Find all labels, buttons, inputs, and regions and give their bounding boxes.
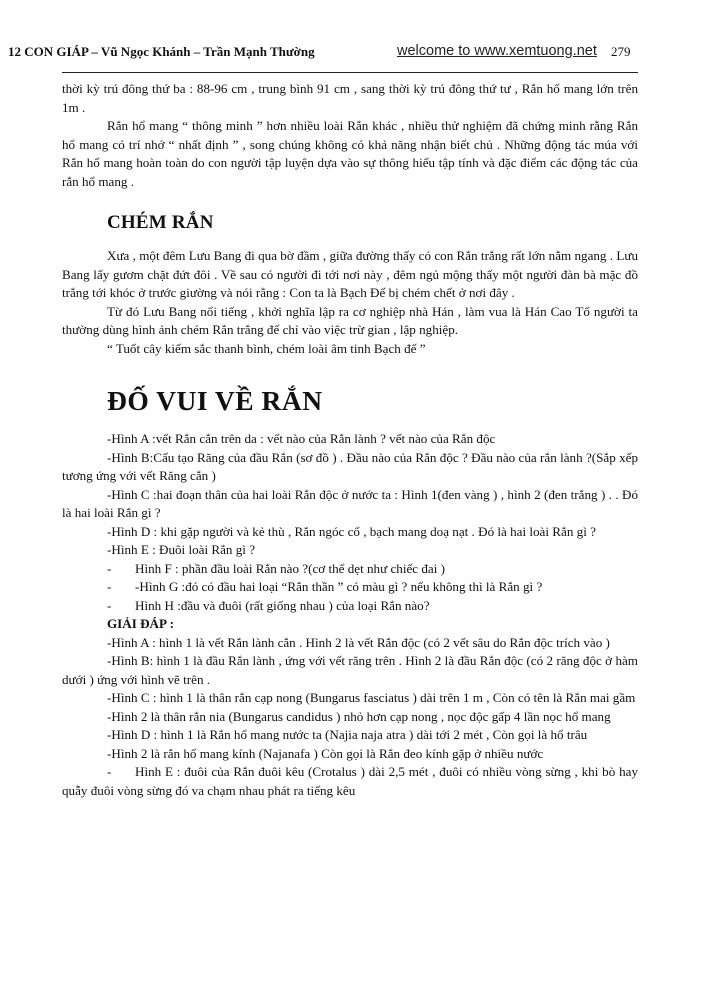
paragraph-continued: thời kỳ trú đông thứ ba : 88-96 cm , trung bình 91 cm , sang thời kỳ trú đông thứ tư , Rắn hổ mang lớn trên 1m .	[62, 81, 638, 115]
question-h	[62, 597, 638, 616]
question-d: -Hình D : khi gặp người và kẻ thù , Rắn ngóc cổ , bạch mang doạ nạt . Đó là hai loài Rắn gì ?	[107, 523, 596, 539]
header-website-link[interactable]: welcome to www.xemtuong.net	[397, 43, 597, 59]
answers-heading: GIẢI ĐÁP :	[107, 616, 174, 631]
bullet-dash: -	[107, 579, 112, 594]
bullet-dash: -	[107, 597, 112, 613]
answer-d1: -Hình D : hình 1 là Rắn hổ mang nước ta (Najia naja atra ) dài tới 2 mét , Còn gọi là hổ trâu	[107, 727, 588, 742]
paragraph-cobra-intelligence: Rắn hổ mang “ thông minh ” hơn nhiều loài Rắn khác , nhiều thử nghiệm đã chứng minh rằng Rắn hổ mang có trí nhớ “ nhất định ” , song chúng không có khả năng nhận biết chủ . Những động tác múa với Rắn hổ mang hoàn toàn do con người tập luyện dựa vào sự thông hiểu tập tính và đặc điểm các động tác của rắn hổ mang .	[62, 118, 638, 189]
header-divider	[62, 72, 638, 73]
section-title-do-vui: ĐỐ VUI VỀ RẮN	[107, 385, 323, 416]
answer-c2: -Hình 2 là thân rắn nia (Bungarus candidus ) nhỏ hơn cạp nong , nọc độc gấp 4 lần nọc hổ mang	[107, 708, 611, 724]
answer-d2: -Hình 2 là rắn hổ mang kính (Najanafa ) Còn gọi là Rắn đeo kính gặp ở nhiều nước	[107, 745, 544, 761]
page-body	[62, 80, 638, 800]
header-title: 12 CON GIÁP – Vũ Ngọc Khánh – Trần Mạnh Thường	[8, 44, 315, 59]
question-f-text: Hình F : phần đầu loài Rắn nào ?(cơ thể dẹt như chiếc đai )	[135, 560, 445, 576]
answer-a: -Hình A : hình 1 là vết Rắn lành cắn . Hình 2 là vết Rắn độc (có 2 vết sâu do Rắn độc trích vào )	[107, 634, 610, 650]
bullet-dash: -	[107, 764, 112, 779]
question-a: -Hình A :vết Rắn cắn trên da : vết nào của Rắn lành ? vết nào của Rắn độc	[107, 431, 496, 446]
page-number: 279	[611, 44, 631, 59]
question-h-text: Hình H :đầu và đuôi (rất giống nhau ) của loại Rắn nào?	[135, 597, 430, 613]
paragraph-han-cao-to: Từ đó Lưu Bang nổi tiếng , khởi nghĩa lập ra cơ nghiệp nhà Hán , làm vua là Hán Cao Tổ người ta thường dùng hình ảnh chém Rắn trắng để chỉ vào việc trừ gian , lập nghiệp.	[62, 303, 638, 337]
question-g-text: -Hình G :đó có đầu hai loại “Rắn thần ” có màu gì ? nếu không thì là Rắn gì ?	[135, 579, 543, 594]
bullet-dash: -	[107, 560, 112, 576]
question-b: -Hình B:Cấu tạo Răng của đầu Rắn (sơ đồ ) . Đầu nào của Rắn độc ? Đầu nào của rắn lành ?(Sắp xếp tương ứng với vết Răng cắn )	[62, 449, 638, 483]
question-c: -Hình C :hai đoạn thân của hai loài Rắn độc ở nước ta : Hình 1(đen vàng ) , hình 2 (đen trắng ) . . Đó là hai loài Rắn gì ?	[62, 486, 638, 520]
quote-verse: “ Tuốt cây kiếm sắc thanh bình, chém loài âm tinh Bạch đế ”	[107, 340, 426, 356]
answer-b: -Hình B: hình 1 là đầu Rắn lành , ứng với vết răng trên . Hình 2 là đầu Rắn độc (có 2 răng độc ở hàm dưới ) ứng với hình vẽ trên .	[62, 653, 638, 687]
question-g	[62, 578, 638, 597]
question-e: -Hình E : Đuôi loài Rắn gì ?	[107, 542, 256, 557]
section-title-chem-ran: CHÉM RẮN	[107, 212, 214, 233]
page-header	[0, 44, 702, 64]
question-f	[62, 560, 638, 579]
answer-e	[62, 763, 638, 800]
answer-c1: -Hình C : hình 1 là thân rắn cạp nong (Bungarus fasciatus ) dài trên 1 m , Còn có tên là Rắn mai gầm	[107, 690, 636, 705]
paragraph-luu-bang-story: Xưa , một đêm Lưu Bang đi qua bờ đầm , giữa đường thấy có con Rắn trắng rất lớn nằm ngang . Lưu Bang lấy gươm chặt đứt đôi . Về sau có người đi tới nơi này , đêm ngủ mộng thấy một người đàn bà mặc đồ trắng tới khóc ở trước giường và nói rằng : Con ta là Bạch Đế bị chém chết ở nơi đây .	[62, 248, 638, 300]
answer-e-text: Hình E : đuôi của Rắn đuôi kêu (Crotalus ) dài 2,5 mét , đuôi có nhiều vòng sừng , khi bò hay quẫy đuôi vòng sừng đó va chạm nhau phát ra tiếng kêu	[62, 764, 638, 798]
